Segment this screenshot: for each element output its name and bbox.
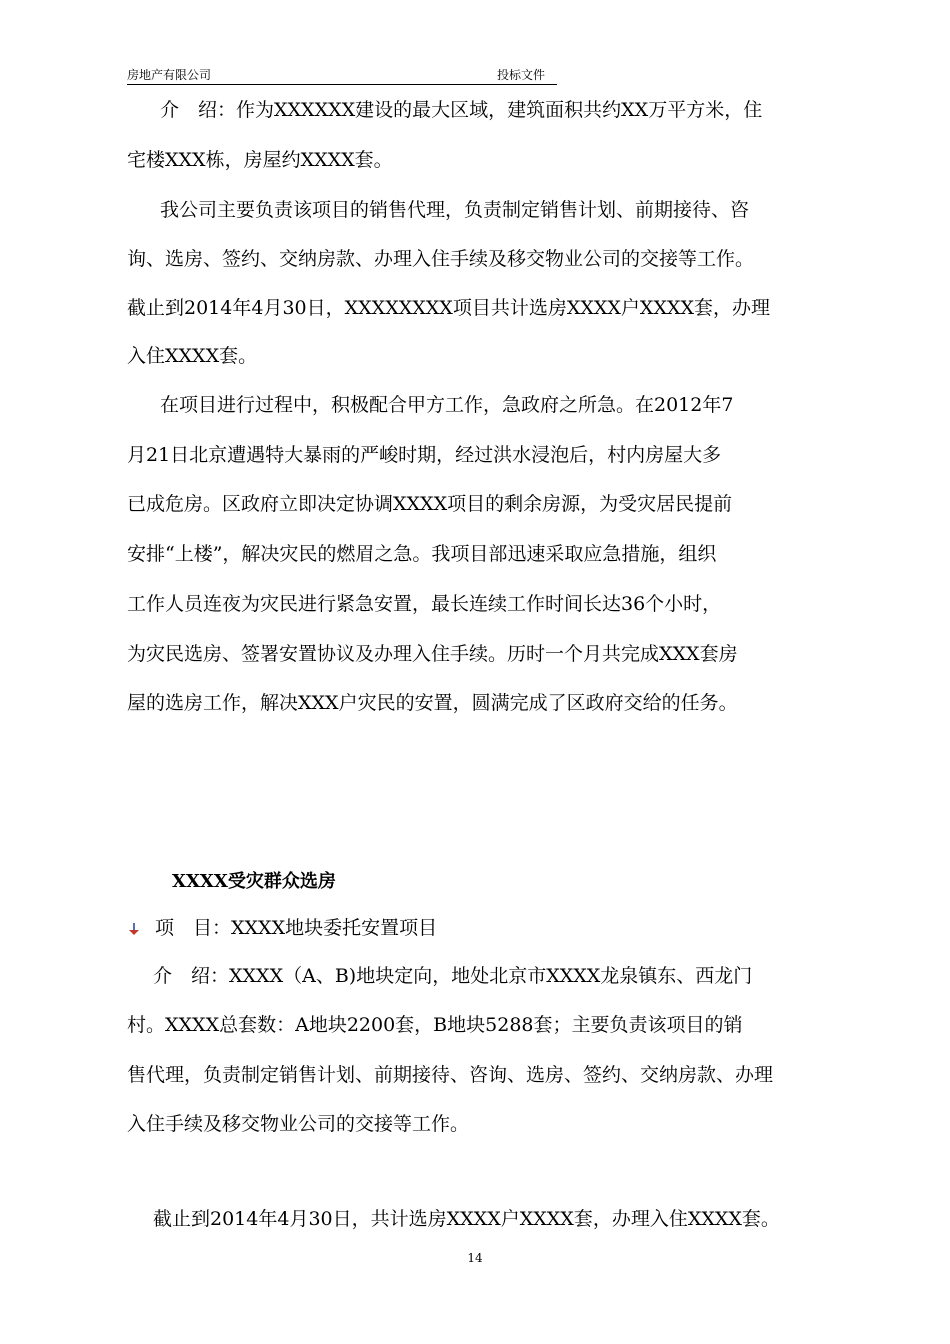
paragraph-line: 村。XXXX总套数：A地块2200套，B地块5288套；主要负责该项目的销: [127, 1014, 743, 1036]
paragraph-line: 月21日北京遭遇特大暴雨的严峻时期，经过洪水浸泡后，村内房屋大多: [127, 444, 722, 466]
bullet-label: 项 目：XXXX地块委托安置项目: [155, 917, 438, 939]
page-header: [127, 66, 557, 85]
paragraph-line: 截止到2014年4月30日，共计选房XXXX户XXXX套，办理入住XXXX套。: [153, 1208, 780, 1230]
paragraph-line: 售代理，负责制定销售计划、前期接待、咨询、选房、签约、交纳房款、办理: [127, 1064, 774, 1086]
paragraph-line: 为灾民选房、签署安置协议及办理入住手续。历时一个月共完成XXX套房: [127, 643, 738, 665]
paragraph-line: 截止到2014年4月30日，XXXXXXXX项目共计选房XXXX户XXXX套，办理: [127, 297, 771, 319]
paragraph-line: 我公司主要负责该项目的销售代理，负责制定销售计划、前期接待、咨: [160, 199, 750, 221]
paragraph-line: 屋的选房工作，解决XXX户灾民的安置，圆满完成了区政府交给的任务。: [127, 692, 738, 714]
paragraph-line: 安排“上楼”，解决灾民的燃眉之急。我项目部迅速采取应急措施，组织: [127, 543, 717, 565]
paragraph-line: 已成危房。区政府立即决定协调XXXX项目的剩余房源，为受灾居民提前: [127, 493, 733, 515]
paragraph-line: 工作人员连夜为灾民进行紧急安置，最长连续工作时间长达36个小时，: [127, 593, 722, 615]
bullet-item: [127, 914, 437, 942]
paragraph-line: 介 绍：作为XXXXXX建设的最大区域，建筑面积共约XX万平方米，住: [160, 99, 763, 121]
paragraph-line: 在项目进行过程中，积极配合甲方工作，急政府之所急。在2012年7: [160, 394, 734, 416]
paragraph-line: 入住手续及移交物业公司的交接等工作。: [127, 1113, 470, 1135]
paragraph-line: 宅楼XXX栋，房屋约XXXX套。: [127, 149, 393, 171]
page-number: 14: [467, 1251, 483, 1265]
paragraph-line: 询、选房、签约、交纳房款、办理入住手续及移交物业公司的交接等工作。: [127, 248, 755, 270]
header-doc-type: 投标文件: [497, 68, 546, 82]
paragraph-line: 入住XXXX套。: [127, 345, 258, 367]
paragraph-line: 介 绍：XXXX（A、B)地块定向，地处北京市XXXX龙泉镇东、西龙门: [153, 965, 753, 987]
header-company: 房地产有限公司: [127, 68, 212, 82]
arrow-down-bullet-icon: [127, 922, 141, 936]
section-heading: XXXX受灾群众选房: [172, 871, 336, 892]
